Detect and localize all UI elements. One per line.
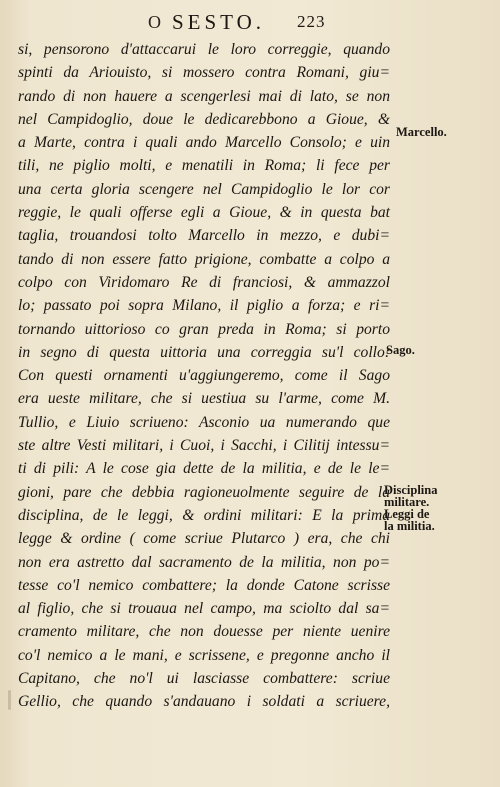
text-line: legge & ordine ( come scriue Plutarco ) era, che chi bbox=[18, 530, 390, 548]
text-line: Con questi ornamenti u'aggiungeremo, come il Sago bbox=[18, 367, 390, 385]
text-line: ste altre Vesti militari, i Cuoi, i Sacchi, i Cilitij intessu= bbox=[18, 437, 390, 455]
text-line: in segno di questa uittoria una correggia su'l collo: bbox=[18, 343, 390, 361]
margin-note-line: militare. bbox=[384, 495, 430, 509]
ink-stain bbox=[8, 690, 11, 710]
text-line: era ueste militare, che si uestiua su l'arme, come M. bbox=[18, 390, 390, 408]
text-line: Tullio, e Liuio scriueno: Asconio ua numerando que bbox=[18, 413, 390, 431]
body-text bbox=[18, 38, 390, 714]
text-line: Capitano, che no'l ui lasciasse combattere: scriue bbox=[18, 670, 390, 688]
text-line: si, pensorono d'attaccarui le loro correggie, quando bbox=[18, 41, 390, 58]
text-line: rando di non hauere a scengerlesi mai di lato, se non bbox=[18, 87, 390, 105]
margin-note-marcello: Marcello. bbox=[396, 125, 447, 139]
text-line: tornando uittorioso co gran preda in Roma; si porto bbox=[18, 320, 390, 338]
text-line: colpo con Viridomaro Re di franciosi, & ammazzol bbox=[18, 273, 390, 291]
text-line: a Marte, contra i quali ando Marcello Consolo; e uin bbox=[18, 134, 390, 152]
text-line: una certa gloria scengere nel Campidoglio le lor cor bbox=[18, 180, 390, 198]
text-line: reggie, le quali offerse egli a Gioue, & in questa bat bbox=[18, 204, 390, 222]
text-line: tesse co'l nemico combattere; la donde Catone scrisse bbox=[18, 576, 390, 594]
margin-note-sago: Sago. bbox=[386, 343, 415, 357]
text-line: ti di pili: A le cose gia dette de la militia, e de le le= bbox=[18, 460, 390, 478]
text-line: spinti da Ariouisto, si mossero contra Romani, giu= bbox=[18, 64, 390, 82]
page-number: 223 bbox=[297, 12, 326, 31]
running-title: SESTO. bbox=[172, 10, 266, 34]
margin-note-line: Disciplina bbox=[384, 483, 438, 497]
text-line: al figlio, che si trouaua nel campo, ma sciolto dal sa= bbox=[18, 600, 390, 618]
text-line: gioni, pare che debbia ragioneuolmente seguire de la bbox=[18, 483, 390, 501]
margin-note-line: Leggi de bbox=[384, 507, 430, 521]
text-line: tando di non essere fatto prigione, combatte a colpo a bbox=[18, 250, 390, 268]
text-line: taglia, trouandosi tolto Marcello in mezzo, e dubi= bbox=[18, 227, 390, 245]
text-line: co'l nemico a le mani, e scrissene, e pregonne ancho il bbox=[18, 646, 390, 664]
text-line: tili, ne piglio molti, e menatili in Roma; li fece per bbox=[18, 157, 390, 175]
header-mark: O bbox=[148, 12, 162, 32]
margin-note-disciplina bbox=[384, 484, 494, 532]
margin-note-line: la militia. bbox=[384, 519, 435, 533]
text-line: lo; passato poi sopra Milano, il piglio a forza; e ri= bbox=[18, 297, 390, 315]
text-line: non era astretto dal sacramento de la militia, non po= bbox=[18, 553, 390, 571]
text-line: cramento militare, che non douesse per niente uenire bbox=[18, 623, 390, 641]
text-line: disciplina, de le leggi, & ordini militari: E la prima bbox=[18, 506, 390, 524]
text-line: nel Campidoglio, doue le dedicarebbono a Gioue, & bbox=[18, 110, 390, 128]
text-line: Gellio, che quando s'andauano i soldati a scriuere, bbox=[18, 693, 390, 711]
margin-notes bbox=[380, 0, 498, 787]
